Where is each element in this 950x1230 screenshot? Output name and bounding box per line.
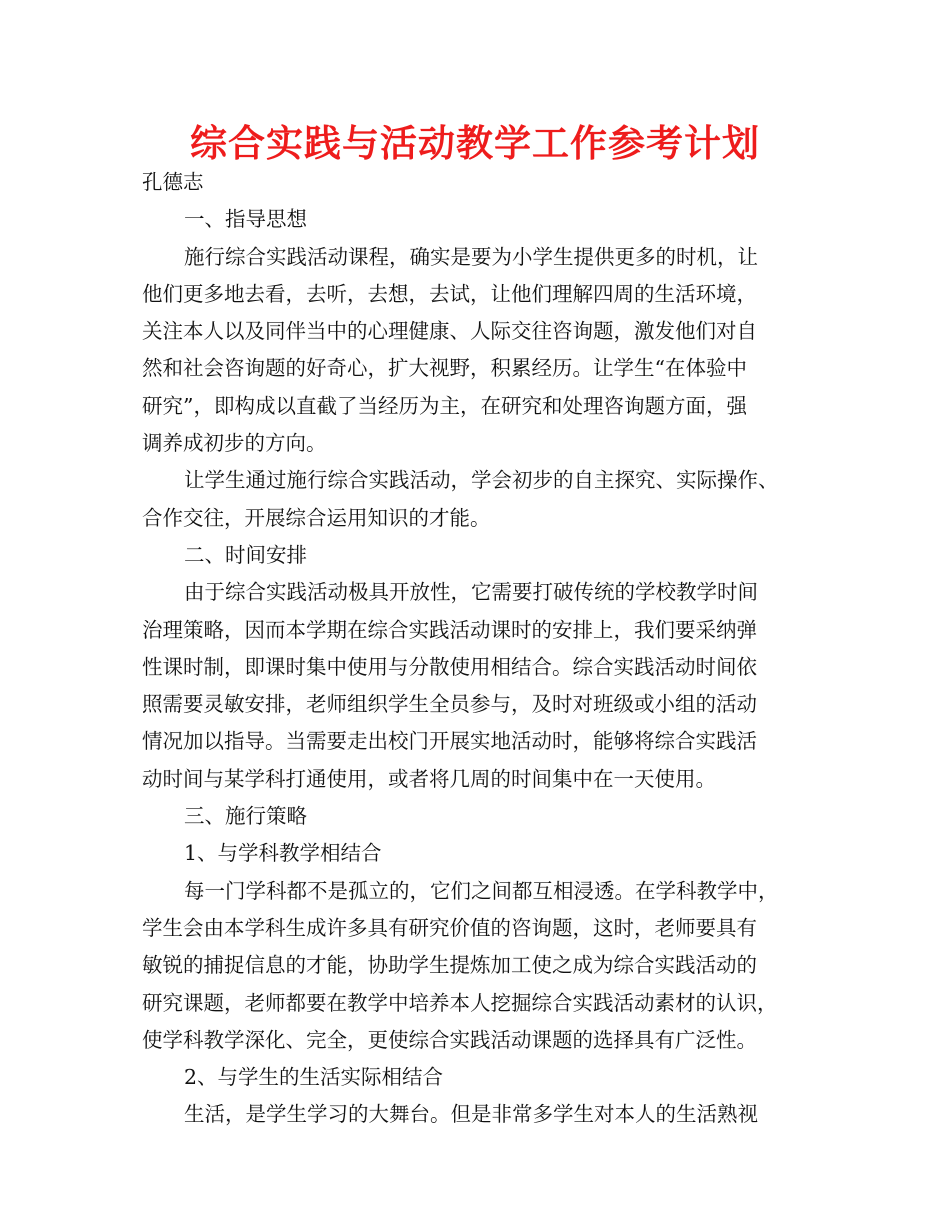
document-title: 综合实践与活动教学工作参考计划 <box>190 122 760 165</box>
text-line: 三、施行策略 <box>184 804 307 829</box>
text-line: 孔德志 <box>142 170 204 194</box>
text-line: 施行综合实践活动课程，确实是要为小学生提供更多的时机，让 <box>184 244 758 269</box>
text-line: 研究”，即构成以直截了当经历为主，在研究和处理咨询题方面，强 <box>142 393 747 418</box>
text-line: 学生会由本学科生成许多具有研究价值的咨询题，这时，老师要具有 <box>142 915 757 940</box>
text-line: 合作交往，开展综合运用知识的才能。 <box>142 505 491 530</box>
text-line: 照需要灵敏安排，老师组织学生全员参与，及时对班级或小组的活动 <box>142 692 757 717</box>
text-line: 调养成初步的方向。 <box>142 431 327 456</box>
text-line: 动时间与某学科打通使用，或者将几周的时间集中在一天使用。 <box>142 766 716 791</box>
text-line: 让学生通过施行综合实践活动，学会初步的自主探究、实际操作、 <box>184 468 779 493</box>
text-line: 一、指导思想 <box>184 207 307 232</box>
document-body <box>142 164 814 1134</box>
text-line: 1、与学科教学相结合 <box>184 841 382 866</box>
text-line: 关注本人以及同伴当中的心理健康、人际交往咨询题，激发他们对自 <box>142 319 757 344</box>
text-line: 情况加以指导。当需要走出校门开展实地活动时，能够将综合实践活 <box>142 729 757 754</box>
text-line: 生活，是学生学习的大舞台。但是非常多学生对本人的生活熟视 <box>184 1102 758 1127</box>
text-line: 使学科教学深化、完全，更使综合实践活动课题的选择具有广泛性。 <box>142 1027 757 1052</box>
text-line: 性课时制，即课时集中使用与分散使用相结合。综合实践活动时间依 <box>142 654 757 679</box>
text-line: 他们更多地去看，去听，去想，去试，让他们理解四周的生活环境， <box>142 281 757 306</box>
text-line: 由于综合实践活动极具开放性，它需要打破传统的学校教学时间 <box>184 580 758 605</box>
text-line: 二、时间安排 <box>184 542 307 567</box>
text-line: 敏锐的捕捉信息的才能，协助学生提炼加工使之成为综合实践活动的 <box>142 953 757 978</box>
text-line: 研究课题，老师都要在教学中培养本人挖掘综合实践活动素材的认识， <box>142 990 778 1015</box>
text-line: 然和社会咨询题的好奇心，扩大视野，积累经历。让学生“在体验中 <box>142 356 747 381</box>
text-line: 2、与学生的生活实际相结合 <box>184 1065 444 1090</box>
text-line: 治理策略，因而本学期在综合实践活动课时的安排上，我们要采纳弹 <box>142 617 757 642</box>
text-line: 每一门学科都不是孤立的，它们之间都互相浸透。在学科教学中， <box>184 878 779 903</box>
